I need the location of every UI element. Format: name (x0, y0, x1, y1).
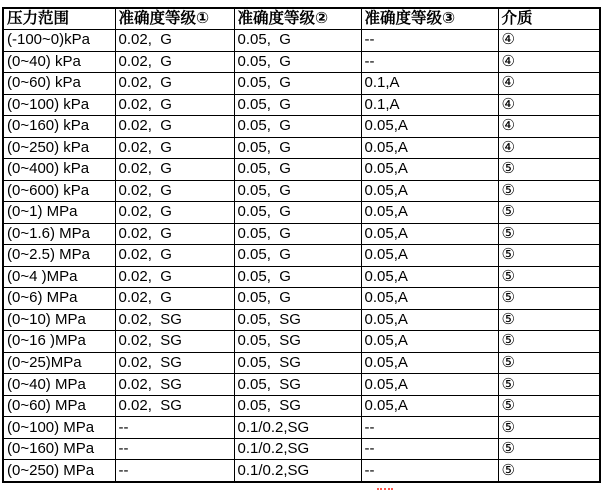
pressure-range-cell: (0~250) kPa (3, 137, 115, 159)
accuracy2-cell: 0.05, SG (234, 374, 361, 396)
table-row (3, 266, 600, 288)
pressure-range-cell: (0~160) kPa (3, 116, 115, 138)
accuracy1-cell: 0.02, G (115, 223, 234, 245)
accuracy1-cell: 0.02, G (115, 180, 234, 202)
media-cell: ⑤ (498, 288, 600, 310)
accuracy3-cell: 0.1,A (361, 94, 498, 116)
column-header-4: 介质 (498, 8, 600, 30)
pressure-range-cell: (0~60) MPa (3, 395, 115, 417)
accuracy3-cell: 0.1,A (361, 73, 498, 95)
accuracy1-cell: 0.02, G (115, 245, 234, 267)
accuracy2-cell: 0.05, G (234, 94, 361, 116)
pressure-range-cell: (0~400) kPa (3, 159, 115, 181)
accuracy1-cell: 0.02, G (115, 30, 234, 52)
pressure-range-cell: (0~250) MPa (3, 460, 115, 482)
media-cell: ④ (498, 94, 600, 116)
table-row (3, 137, 600, 159)
accuracy3-cell: 0.05,A (361, 395, 498, 417)
table-row (3, 180, 600, 202)
accuracy1-cell: 0.02, SG (115, 374, 234, 396)
accuracy2-cell: 0.05, G (234, 245, 361, 267)
pressure-range-cell: (0~1.6) MPa (3, 223, 115, 245)
accuracy3-cell: 0.05,A (361, 288, 498, 310)
media-cell: ⑤ (498, 309, 600, 331)
accuracy2-cell: 0.05, G (234, 51, 361, 73)
media-cell: ④ (498, 30, 600, 52)
table-row (3, 73, 600, 95)
accuracy3-cell: -- (361, 460, 498, 482)
accuracy3-cell: 0.05,A (361, 202, 498, 224)
accuracy1-cell: 0.02, SG (115, 331, 234, 353)
accuracy1-cell: -- (115, 417, 234, 439)
spellcheck-squiggle-artifact (377, 488, 393, 493)
accuracy2-cell: 0.05, G (234, 137, 361, 159)
accuracy3-cell: 0.05,A (361, 180, 498, 202)
pressure-range-cell: (0~600) kPa (3, 180, 115, 202)
column-header-0: 压力范围 (3, 8, 115, 30)
accuracy3-cell: -- (361, 51, 498, 73)
media-cell: ⑤ (498, 395, 600, 417)
accuracy1-cell: 0.02, G (115, 116, 234, 138)
pressure-range-cell: (0~25)MPa (3, 352, 115, 374)
pressure-range-cell: (0~160) MPa (3, 438, 115, 460)
accuracy1-cell: 0.02, G (115, 94, 234, 116)
pressure-range-cell: (0~4 )MPa (3, 266, 115, 288)
accuracy3-cell: -- (361, 438, 498, 460)
accuracy2-cell: 0.05, G (234, 73, 361, 95)
accuracy2-cell: 0.05, G (234, 159, 361, 181)
pressure-accuracy-spec-table (2, 7, 601, 483)
accuracy3-cell: 0.05,A (361, 245, 498, 267)
accuracy2-cell: 0.05, G (234, 223, 361, 245)
accuracy1-cell: 0.02, SG (115, 395, 234, 417)
accuracy2-cell: 0.05, G (234, 116, 361, 138)
accuracy3-cell: 0.05,A (361, 223, 498, 245)
table-row (3, 309, 600, 331)
table-row (3, 438, 600, 460)
table-row (3, 460, 600, 482)
accuracy1-cell: 0.02, G (115, 288, 234, 310)
accuracy3-cell: 0.05,A (361, 331, 498, 353)
pressure-range-cell: (0~16 )MPa (3, 331, 115, 353)
accuracy3-cell: 0.05,A (361, 374, 498, 396)
table-row (3, 202, 600, 224)
table-row (3, 51, 600, 73)
table-row (3, 352, 600, 374)
pressure-range-cell: (0~2.5) MPa (3, 245, 115, 267)
media-cell: ⑤ (498, 159, 600, 181)
accuracy1-cell: 0.02, G (115, 73, 234, 95)
media-cell: ⑤ (498, 417, 600, 439)
pressure-range-cell: (0~10) MPa (3, 309, 115, 331)
media-cell: ⑤ (498, 202, 600, 224)
pressure-range-cell: (0~40) kPa (3, 51, 115, 73)
pressure-range-cell: (0~100) kPa (3, 94, 115, 116)
column-header-3: 准确度等级③ (361, 8, 498, 30)
accuracy1-cell: 0.02, G (115, 137, 234, 159)
accuracy2-cell: 0.05, G (234, 266, 361, 288)
table-row (3, 374, 600, 396)
accuracy2-cell: 0.05, G (234, 180, 361, 202)
pressure-range-cell: (0~60) kPa (3, 73, 115, 95)
media-cell: ⑤ (498, 460, 600, 482)
media-cell: ④ (498, 51, 600, 73)
media-cell: ⑤ (498, 245, 600, 267)
media-cell: ⑤ (498, 352, 600, 374)
accuracy1-cell: -- (115, 438, 234, 460)
table-row (3, 223, 600, 245)
accuracy3-cell: 0.05,A (361, 159, 498, 181)
table-header-row (3, 8, 600, 30)
accuracy3-cell: -- (361, 417, 498, 439)
media-cell: ⑤ (498, 180, 600, 202)
table-row (3, 331, 600, 353)
media-cell: ④ (498, 137, 600, 159)
accuracy2-cell: 0.1/0.2,SG (234, 460, 361, 482)
accuracy2-cell: 0.05, SG (234, 309, 361, 331)
accuracy3-cell: 0.05,A (361, 309, 498, 331)
pressure-range-cell: (0~6) MPa (3, 288, 115, 310)
media-cell: ⑤ (498, 374, 600, 396)
media-cell: ④ (498, 116, 600, 138)
table-row (3, 159, 600, 181)
accuracy2-cell: 0.05, SG (234, 352, 361, 374)
table-row (3, 395, 600, 417)
accuracy1-cell: 0.02, SG (115, 352, 234, 374)
accuracy2-cell: 0.05, G (234, 288, 361, 310)
accuracy2-cell: 0.1/0.2,SG (234, 438, 361, 460)
pressure-range-cell: (-100~0)kPa (3, 30, 115, 52)
accuracy1-cell: 0.02, G (115, 51, 234, 73)
accuracy2-cell: 0.1/0.2,SG (234, 417, 361, 439)
accuracy2-cell: 0.05, G (234, 202, 361, 224)
table-row (3, 94, 600, 116)
media-cell: ⑤ (498, 331, 600, 353)
pressure-range-cell: (0~100) MPa (3, 417, 115, 439)
table-row (3, 288, 600, 310)
accuracy1-cell: 0.02, G (115, 202, 234, 224)
accuracy3-cell: 0.05,A (361, 116, 498, 138)
accuracy3-cell: 0.05,A (361, 266, 498, 288)
pressure-range-cell: (0~40) MPa (3, 374, 115, 396)
media-cell: ⑤ (498, 438, 600, 460)
accuracy1-cell: 0.02, G (115, 266, 234, 288)
media-cell: ⑤ (498, 223, 600, 245)
accuracy1-cell: -- (115, 460, 234, 482)
accuracy2-cell: 0.05, SG (234, 395, 361, 417)
accuracy2-cell: 0.05, SG (234, 331, 361, 353)
accuracy3-cell: 0.05,A (361, 352, 498, 374)
table-row (3, 30, 600, 52)
column-header-2: 准确度等级② (234, 8, 361, 30)
table-row (3, 245, 600, 267)
table-row (3, 116, 600, 138)
media-cell: ④ (498, 73, 600, 95)
accuracy2-cell: 0.05, G (234, 30, 361, 52)
table-row (3, 417, 600, 439)
column-header-1: 准确度等级① (115, 8, 234, 30)
media-cell: ⑤ (498, 266, 600, 288)
accuracy3-cell: 0.05,A (361, 137, 498, 159)
accuracy1-cell: 0.02, G (115, 159, 234, 181)
pressure-range-cell: (0~1) MPa (3, 202, 115, 224)
accuracy3-cell: -- (361, 30, 498, 52)
accuracy1-cell: 0.02, SG (115, 309, 234, 331)
